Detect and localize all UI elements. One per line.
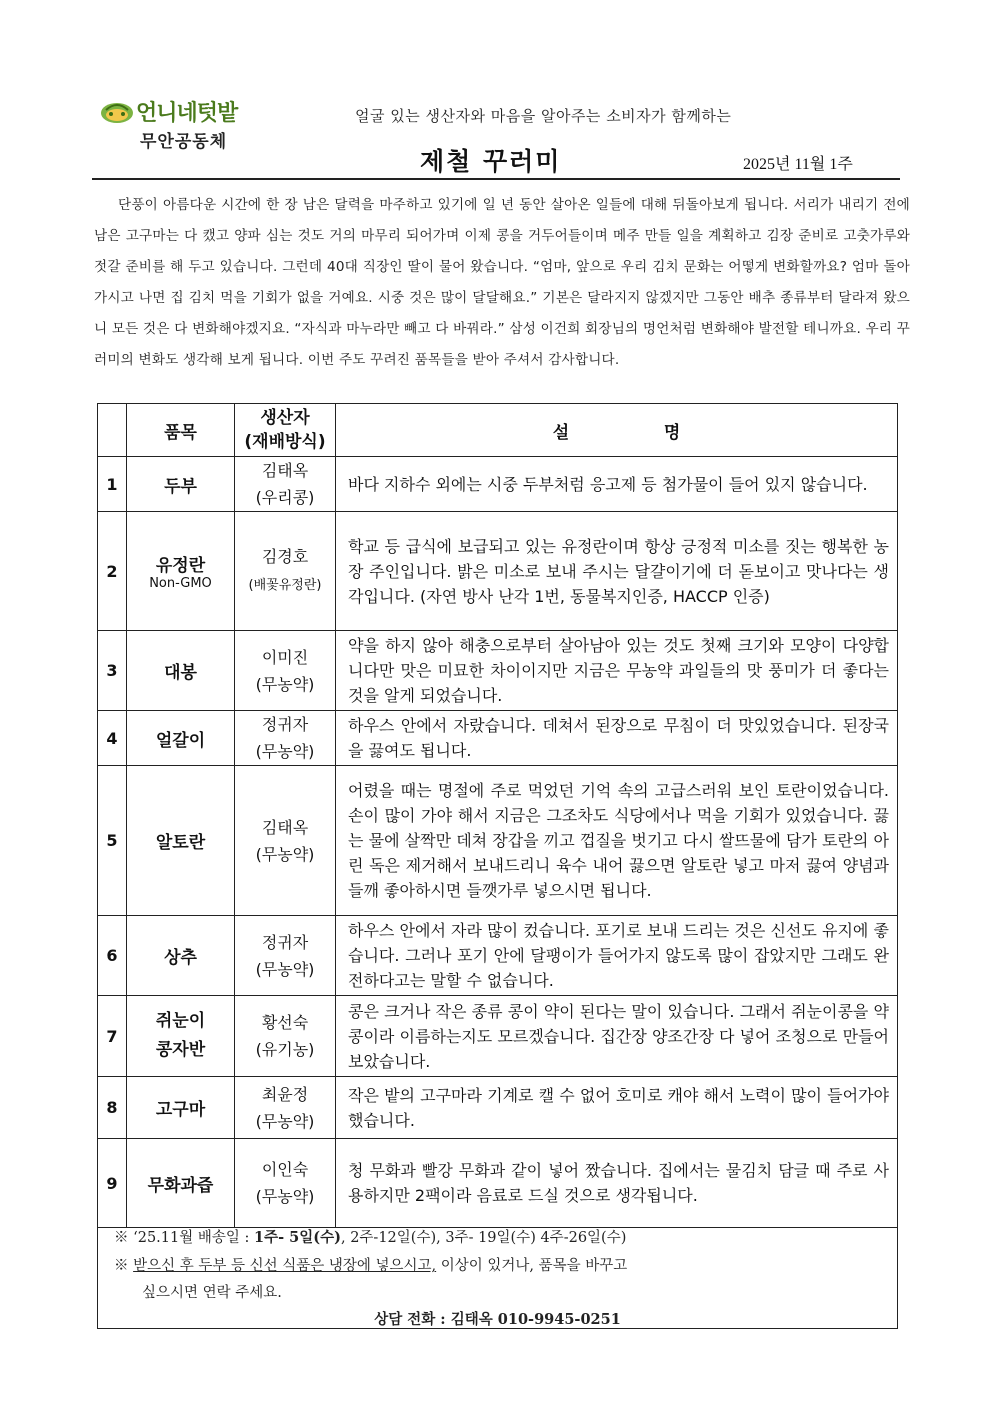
item-name-cell — [127, 996, 235, 1077]
producer-cell — [235, 766, 336, 916]
cultivation-method: (무농약) — [255, 844, 315, 864]
table-row — [98, 996, 898, 1077]
cultivation-method: (유기농) — [255, 1040, 315, 1059]
table-row — [98, 1077, 898, 1139]
item-name: 두부 — [127, 457, 235, 512]
producer-cell — [235, 711, 336, 766]
item-name: 대봉 — [127, 631, 235, 711]
item-name-cell — [127, 512, 235, 631]
producer-name: 최윤정 — [261, 1084, 309, 1104]
table-row — [98, 916, 898, 996]
delivery-week1: 1주- 5일(수) — [253, 1229, 341, 1246]
producer-cell — [235, 916, 336, 996]
producer-cell — [235, 631, 336, 711]
item-description: 작은 밭의 고구마라 기계로 캘 수 없어 호미로 캐야 해서 노력이 많이 들어가야 했습니다. — [336, 1077, 898, 1139]
row-number: 8 — [98, 1077, 127, 1139]
producer-cell — [235, 512, 336, 631]
storage-note-rest: 이상이 있거나, 품목을 바꾸고 — [436, 1258, 628, 1274]
table-row — [98, 512, 898, 631]
table-row — [98, 766, 898, 916]
cultivation-method: (무농약) — [255, 1187, 315, 1206]
table-row — [98, 711, 898, 766]
producer-name: 김태옥 — [261, 461, 309, 480]
producer-cell — [235, 457, 336, 512]
producer-name: 이인숙 — [261, 1160, 309, 1179]
delivery-label: ※ ‘25.11월 배송일 : — [114, 1230, 254, 1246]
item-description: 하우스 안에서 자라 많이 컸습니다. 포기로 보내 드리는 것은 신선도 유지에 좋습니다. 그러나 포기 안에 달팽이가 들어가지 않도록 많이 잡았지만 그래도 완전하다고는 말할 수 없습니다. — [336, 916, 898, 996]
row-number: 3 — [98, 631, 127, 711]
title-divider — [92, 178, 900, 180]
item-name: 얼갈이 — [127, 711, 235, 766]
item-subtitle: Non-GMO — [149, 576, 212, 591]
page-title: 제철 꾸러미 — [420, 147, 562, 176]
table-row — [98, 1139, 898, 1228]
item-description: 학교 등 급식에 보급되고 있는 유정란이며 항상 긍정적 미소를 짓는 행복한 농장 주인입니다. 밝은 미소로 보내 주시는 달걀이기에 더 돋보이고 맛나다는 생각입니다. (자연 방사 난각 1번, 동물복지인증, HACCP 인증) — [336, 512, 898, 631]
producer-name: 정귀자 — [261, 715, 309, 734]
slogan: 얼굴 있는 생산자와 마음을 알아주는 소비자가 함께하는 — [355, 107, 732, 125]
delivery-dates — [114, 1226, 626, 1247]
header-number — [98, 404, 127, 457]
item-description: 바다 지하수 외에는 시중 두부처럼 응고제 등 첨가물이 들어 있지 않습니다. — [336, 457, 898, 512]
items-table — [97, 403, 898, 1228]
row-number: 7 — [98, 996, 127, 1077]
storage-note — [114, 1254, 627, 1275]
cultivation-method: (무농약) — [255, 1111, 315, 1131]
item-name: 고구마 — [127, 1077, 235, 1139]
header-producer — [235, 404, 336, 457]
cultivation-method: (우리콩) — [255, 488, 315, 507]
header-item: 품목 — [127, 404, 235, 457]
item-name: 무화과즙 — [127, 1139, 235, 1228]
item-description: 청 무화과 빨강 무화과 같이 넣어 짰습니다. 집에서는 물김치 담글 때 주로 사용하지만 2팩이라 음료로 드실 것으로 생각됩니다. — [336, 1139, 898, 1228]
item-description: 콩은 크거나 작은 종류 콩이 약이 된다는 말이 있습니다. 그래서 쥐눈이콩을 약콩이라 이름하는지도 모르겠습니다. 집간장 양조간장 다 넣어 조청으로 만들어 보았습니다. — [336, 996, 898, 1077]
header-producer-label: 생산자 — [260, 408, 310, 428]
row-number: 6 — [98, 916, 127, 996]
producer-name: 황선숙 — [261, 1013, 309, 1032]
table-header-row — [98, 404, 898, 457]
item-description: 어렸을 때는 명절에 주로 먹었던 기억 속의 고급스러워 보인 토란이었습니다. 손이 많이 가야 해서 지금은 그조차도 식당에서나 먹을 기회가 있었습니다. 끓는 물에 살짝만 데쳐 장갑을 끼고 껍질을 벗기고 다시 쌀뜨물에 담가 토란의 아린 독은 제거해서 보내드리니 육수 내어 끓으면 알토란 넣고 마저 끓여 양념과 들깨 좋아하시면 들깻가루 넣으시면 됩니다. — [336, 766, 898, 916]
row-number: 5 — [98, 766, 127, 916]
row-number: 4 — [98, 711, 127, 766]
delivery-other-weeks: , 2주-12일(수), 3주- 19일(수) 4주-26일(수) — [340, 1230, 627, 1246]
producer-name: 정귀자 — [261, 932, 309, 952]
cultivation-method: (무농약) — [255, 959, 315, 979]
producer-cell — [235, 1077, 336, 1139]
producer-name: 이미진 — [261, 647, 309, 667]
header-method-label: (재배방식) — [244, 432, 326, 452]
row-number: 1 — [98, 457, 127, 512]
table-row — [98, 457, 898, 512]
leaf-logo-icon — [100, 98, 134, 124]
producer-cell — [235, 1139, 336, 1228]
item-name: 상추 — [127, 916, 235, 996]
item-name: 쥐눈이 — [155, 1011, 206, 1031]
intro-paragraph: 단풍이 아름다운 시간에 한 장 남은 달력을 마주하고 있기에 일 년 동안 살아온 일들에 대해 뒤돌아보게 됩니다. 서리가 내리기 전에 남은 고구마는 다 캤고 양파 심는 것도 거의 마무리 되어가며 이제 콩을 거두어들이며 메주 만들 일을 계획하고 김장 준비로 고춧가루와 젓갈 준비를 해 두고 있습니다. 그런데 40대 직장인 딸이 물어 왔습니다. “엄마, 앞으로 우리 김치 문화는 어떻게 변화할까요? 엄마 돌아가시고 나면 집 김치 먹을 기회가 없을 거예요. 시중 것은 많이 달달해요.” 기본은 달라지지 않겠지만 그동안 배추 종류부터 달라져 왔으니 모든 것은 다 변화해야겠지요. “자식과 마누라만 빼고 다 바꿔라.” 삼성 이건희 회장님의 명언처럼 변화해야 발전할 테니까요. 우리 꾸러미의 변화도 생각해 보게 됩니다. 이번 주도 꾸려진 품목들을 받아 주셔서 감사합니다. — [94, 197, 910, 368]
storage-note-underlined: 받으신 후 두부 등 신선 식품은 냉장에 넣으시고, — [133, 1258, 437, 1274]
logo-subtitle: 무안공동체 — [140, 132, 228, 152]
contact-phone: 상담 전화 : 김태옥 010-9945-0251 — [374, 1311, 621, 1328]
issue-date: 2025년 11월 1주 — [743, 156, 853, 173]
cultivation-method: (배꽃유정란) — [248, 578, 322, 593]
item-name: 유정란 — [155, 556, 206, 576]
storage-note-line2: 싶으시면 연락 주세요. — [142, 1285, 282, 1301]
table-row — [98, 631, 898, 711]
producer-name: 김태옥 — [261, 817, 309, 837]
note-mark: ※ — [114, 1258, 134, 1274]
row-number: 2 — [98, 512, 127, 631]
footer-notes — [97, 1218, 898, 1329]
row-number: 9 — [98, 1139, 127, 1228]
cultivation-method: (무농약) — [255, 674, 315, 694]
brand-logo — [100, 96, 260, 156]
logo-text: 언니네텃밭 — [136, 101, 238, 126]
cultivation-method: (무농약) — [255, 742, 315, 761]
item-name-line2: 콩자반 — [155, 1040, 206, 1060]
producer-cell — [235, 996, 336, 1077]
header-description: 설 명 — [336, 404, 898, 457]
item-description: 약을 하지 않아 해충으로부터 살아남아 있는 것도 첫째 크기와 모양이 다양합니다만 맛은 미묘한 차이이지만 지금은 무농약 과일들의 맛 풍미가 더 좋다는 것을 알게 되었습니다. — [336, 631, 898, 711]
producer-name: 김경호 — [261, 547, 309, 566]
item-name: 알토란 — [127, 766, 235, 916]
item-description: 하우스 안에서 자랐습니다. 데쳐서 된장으로 무침이 더 맛있었습니다. 된장국을 끓여도 됩니다. — [336, 711, 898, 766]
